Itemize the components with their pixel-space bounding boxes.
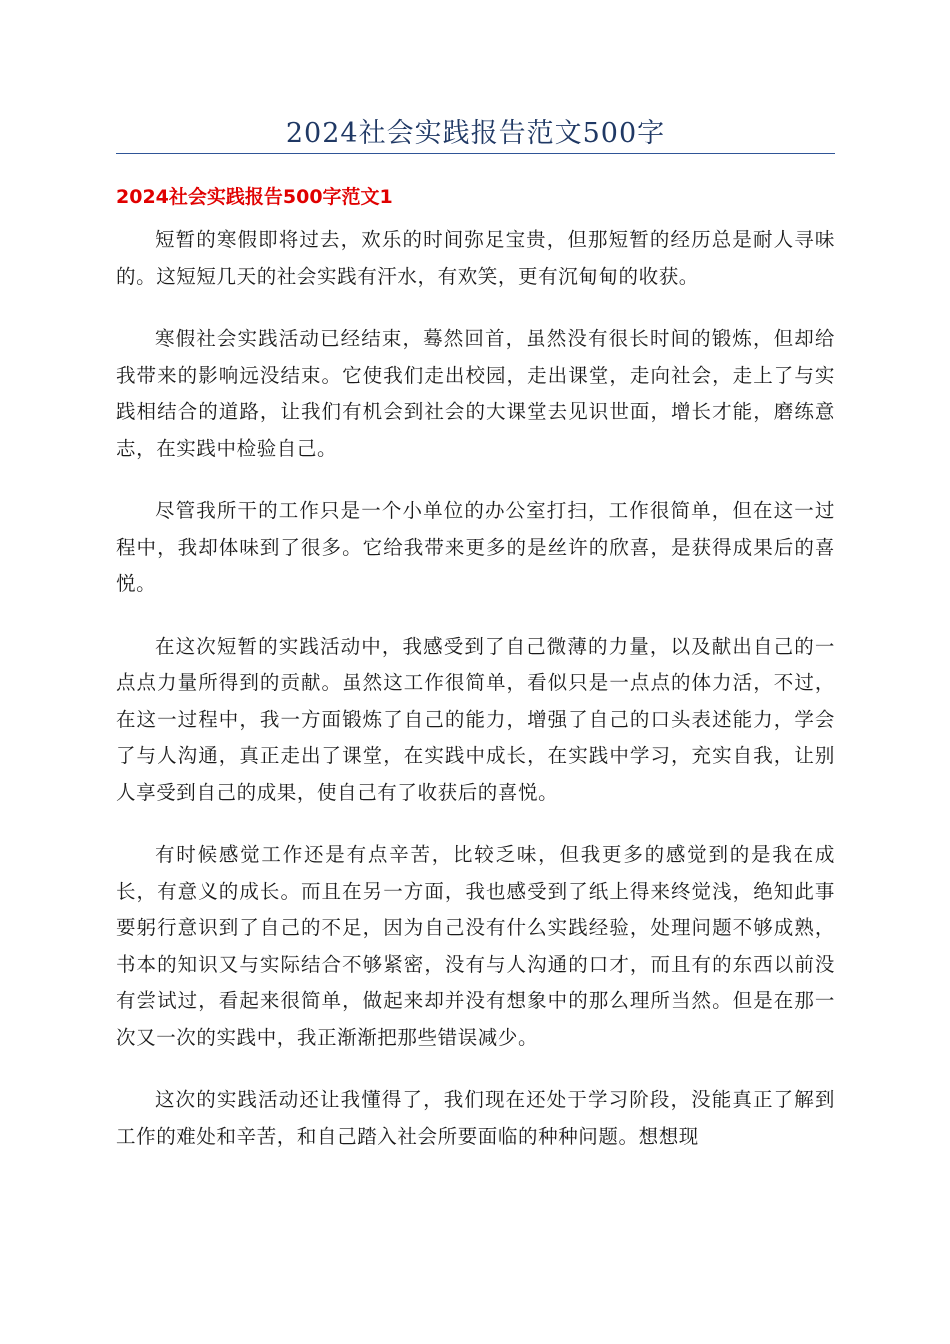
section-heading: 2024社会实践报告500字范文1 (116, 186, 393, 208)
paragraph-4: 在这次短暂的实践活动中，我感受到了自己微薄的力量，以及献出自己的一点点力量所得到的贡献。虽然这工作很简单，看似只是一点点的体力活，不过，在这一过程中，我一方面锻炼了自己的能力，增强了自己的口头表述能力，学会了与人沟通，真正走出了课堂，在实践中成长，在实践中学习，充实自我，让别人享受到自己的成果，使自己有了收获后的喜悦。 (116, 634, 835, 804)
paragraph-5: 有时候感觉工作还是有点辛苦，比较乏味，但我更多的感觉到的是我在成长，有意义的成长。而且在另一方面，我也感受到了纸上得来终觉浅，绝知此事要躬行意识到了自己的不足，因为自己没有什么实践经验，处理问题不够成熟，书本的知识又与实际结合不够紧密，没有与人沟通的口才，而且有的东西以前没有尝试过，看起来很简单，做起来却并没有想象中的那么理所当然。但是在那一次又一次的实践中，我正渐渐把那些错误减少。 (116, 843, 835, 1049)
paragraph-3: 尽管我所干的工作只是一个小单位的办公室打扫，工作很简单，但在这一过程中，我却体味到了很多。它给我带来更多的是丝许的欣喜，是获得成果后的喜悦。 (116, 499, 835, 595)
paragraph-2: 寒假社会实践活动已经结束，蓦然回首，虽然没有很长时间的锻炼，但却给我带来的影响远没结束。它使我们走出校园，走出课堂，走向社会，走上了与实践相结合的道路，让我们有机会到社会的大课堂去见识世面，增长才能，磨练意志，在实践中检验自己。 (116, 327, 835, 460)
paragraph-6: 这次的实践活动还让我懂得了，我们现在还处于学习阶段，没能真正了解到工作的难处和辛苦，和自己踏入社会所要面临的种种问题。想想现 (116, 1088, 835, 1148)
paragraph-1: 短暂的寒假即将过去，欢乐的时间弥足宝贵，但那短暂的经历总是耐人寻味的。这短短几天的社会实践有汗水，有欢笑，更有沉甸甸的收获。 (116, 228, 835, 288)
title-underline-rule (116, 153, 835, 154)
document-body (116, 222, 835, 1181)
document-title: 2024社会实践报告范文500字 (285, 118, 666, 149)
